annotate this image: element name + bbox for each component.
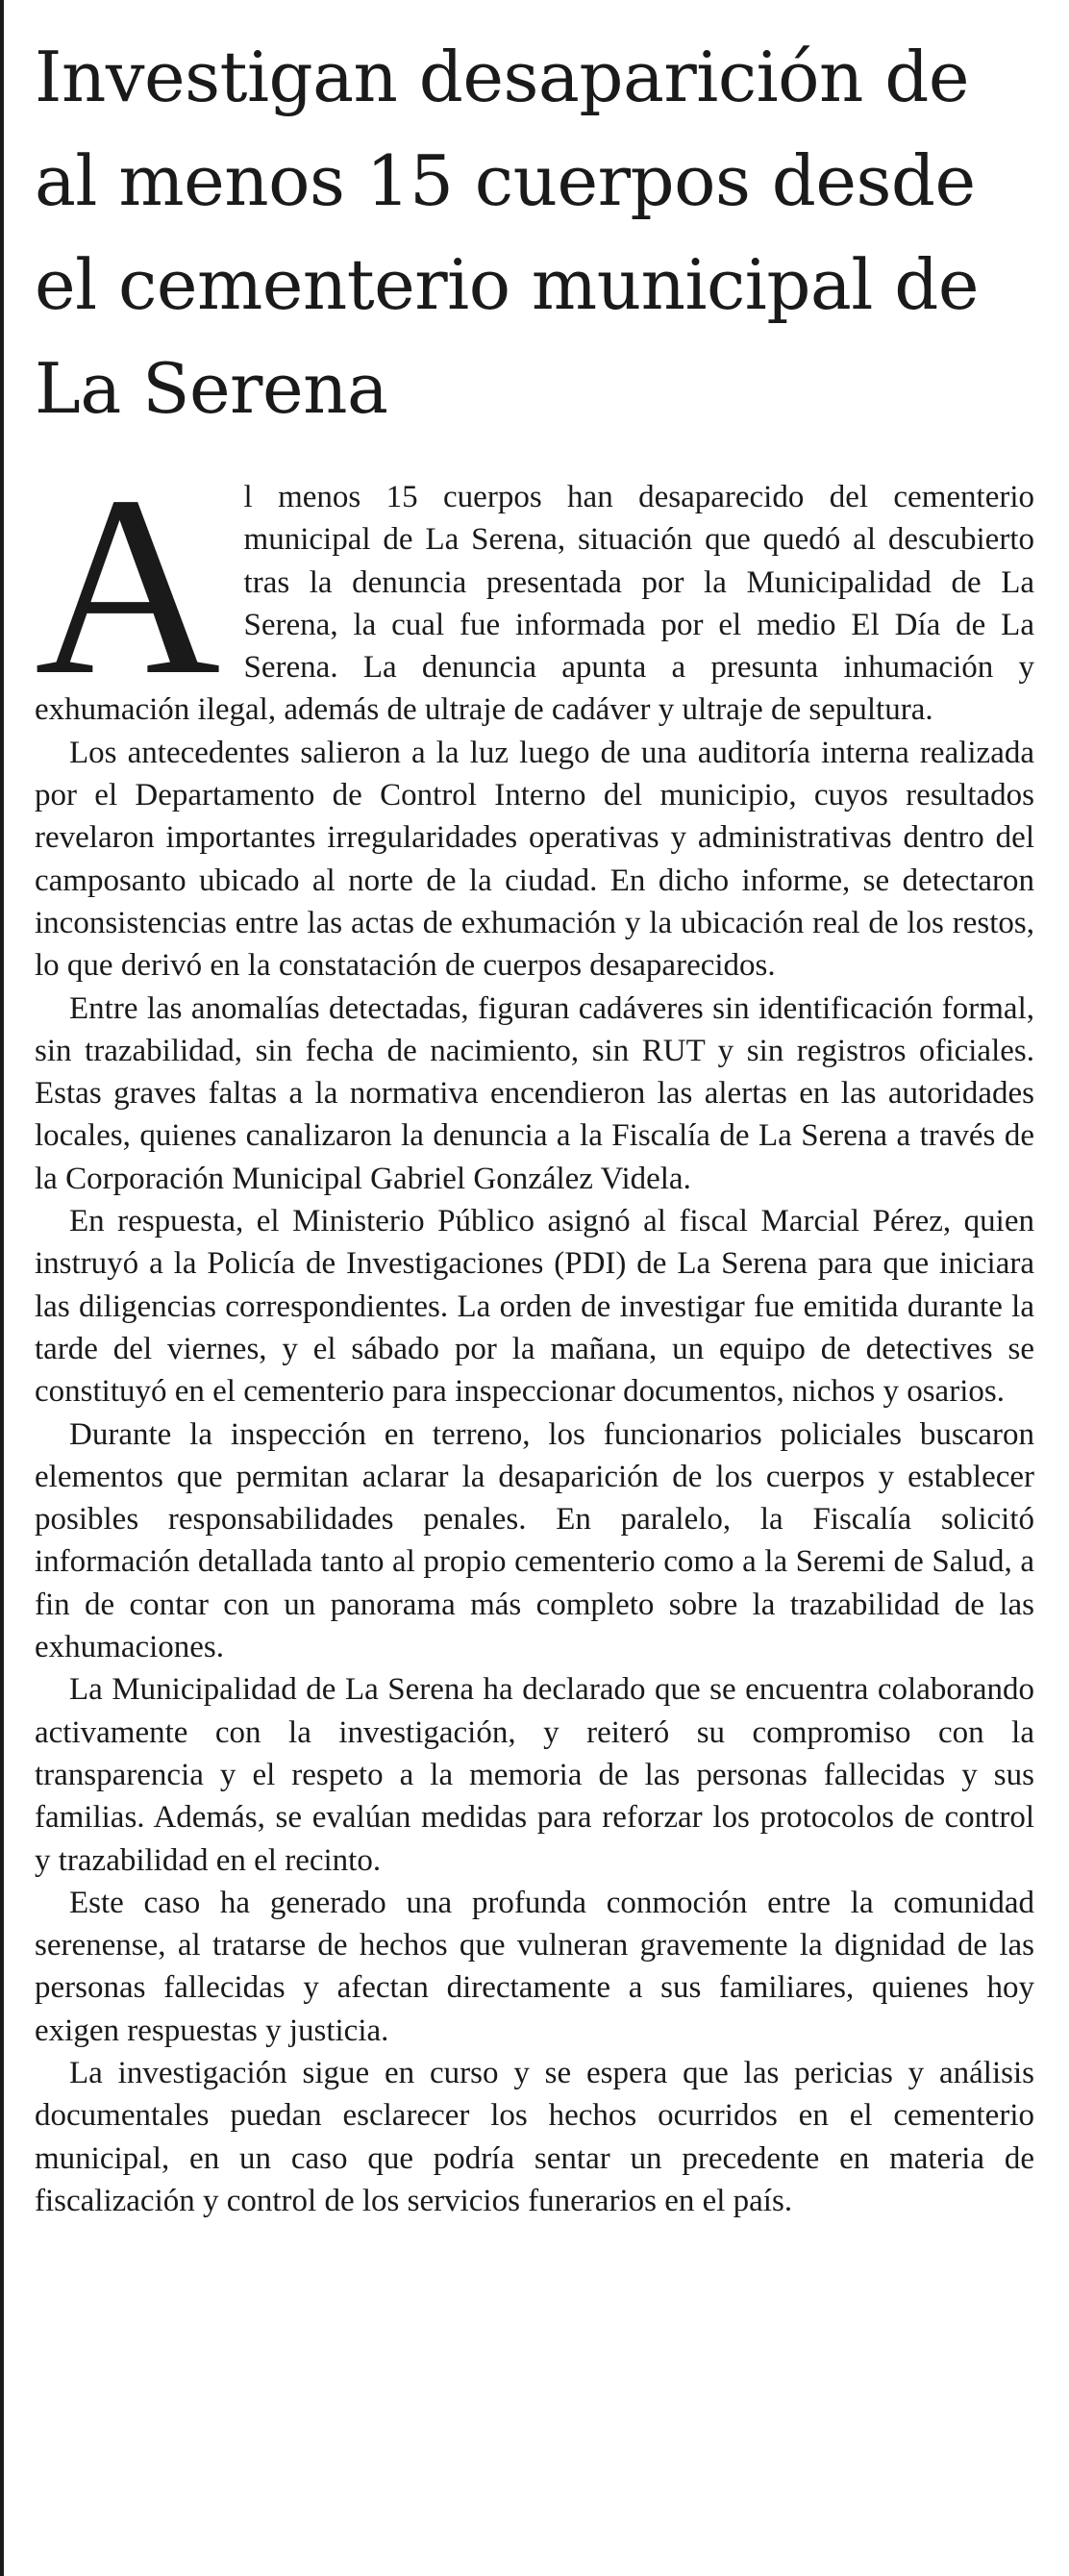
article-paragraph: La Municipalidad de La Serena ha declarado que se encuentra colaborando activamente con la investigación, y reiteró su compromiso con la transparencia y el respeto a la memoria de las personas fallecidas y sus familias. Además, se evalúan medidas para reforzar los protocolos de control y trazabilidad en el recinto.	[35, 1672, 1034, 1878]
article-paragraph: Durante la inspección en terreno, los funcionarios policiales buscaron elementos que permitan aclarar la desaparición de los cuerpos y establecer posibles responsabilidades penales. En paralelo, la Fiscalía solicitó información detallada tanto al propio cementerio como a la Seremi de Salud, a fin de contar con un panorama más completo sobre la trazabilidad de las exhumaciones.	[35, 1416, 1034, 1665]
drop-cap: A	[35, 442, 221, 728]
paragraph-text: l menos 15 cuerpos han desaparecido del cementerio municipal de La Serena, situación que quedó al descubierto tras la denuncia presentada por la Municipalidad de La Serena, la cual fue informada por el medio El Día de La Serena. La denuncia apunta a presunta inhumación y exhumación ilegal, además de ultraje de cadáver y ultraje de sepultura.	[35, 480, 1034, 728]
article-paragraph	[35, 442, 1034, 732]
article-body	[35, 442, 1034, 2222]
article-paragraph: Entre las anomalías detectadas, figuran cadáveres sin identificación formal, sin trazabilidad, sin fecha de nacimiento, sin RUT y sin registros oficiales. Estas graves faltas a la normativa encendieron las alertas en las autoridades locales, quienes canalizaron la denuncia a la Fiscalía de La Serena a través de la Corporación Municipal Gabriel González Videla.	[35, 990, 1034, 1196]
article-paragraph: Los antecedentes salieron a la luz luego de una auditoría interna realizada por el Departamento de Control Interno del municipio, cuyos resultados revelaron importantes irregularidades operativas y administrativas dentro del camposanto ubicado al norte de la ciudad. En dicho informe, se detectaron inconsistencias entre las actas de exhumación y la ubicación real de los restos, lo que derivó en la constatación de cuerpos desaparecidos.	[35, 735, 1034, 984]
article-paragraph: Este caso ha generado una profunda conmoción entre la comunidad serenense, al tratarse de hechos que vulneran gravemente la dignidad de las personas fallecidas y afectan directamente a sus familiares, quienes hoy exigen respuestas y justicia.	[35, 1885, 1034, 2048]
article-paragraph: En respuesta, el Ministerio Público asignó al fiscal Marcial Pérez, quien instruyó a la Policía de Investigaciones (PDI) de La Serena para que iniciara las diligencias correspondientes. La orden de investigar fue emitida durante la tarde del viernes, y el sábado por la mañana, un equipo de detectives se constituyó en el cementerio para inspeccionar documentos, nichos y osarios.	[35, 1204, 1034, 1410]
headline: Investigan desaparición de al menos 15 cuerpos desde el cementerio municipal de La Serena	[35, 37, 979, 429]
article-paragraph: La investigación sigue en curso y se espera que las pericias y análisis documentales puedan esclarecer los hechos ocurridos en el cementerio municipal, en un caso que podría sentar un precedente en materia de fiscalización y control de los servicios funerarios en el país.	[35, 2055, 1034, 2218]
